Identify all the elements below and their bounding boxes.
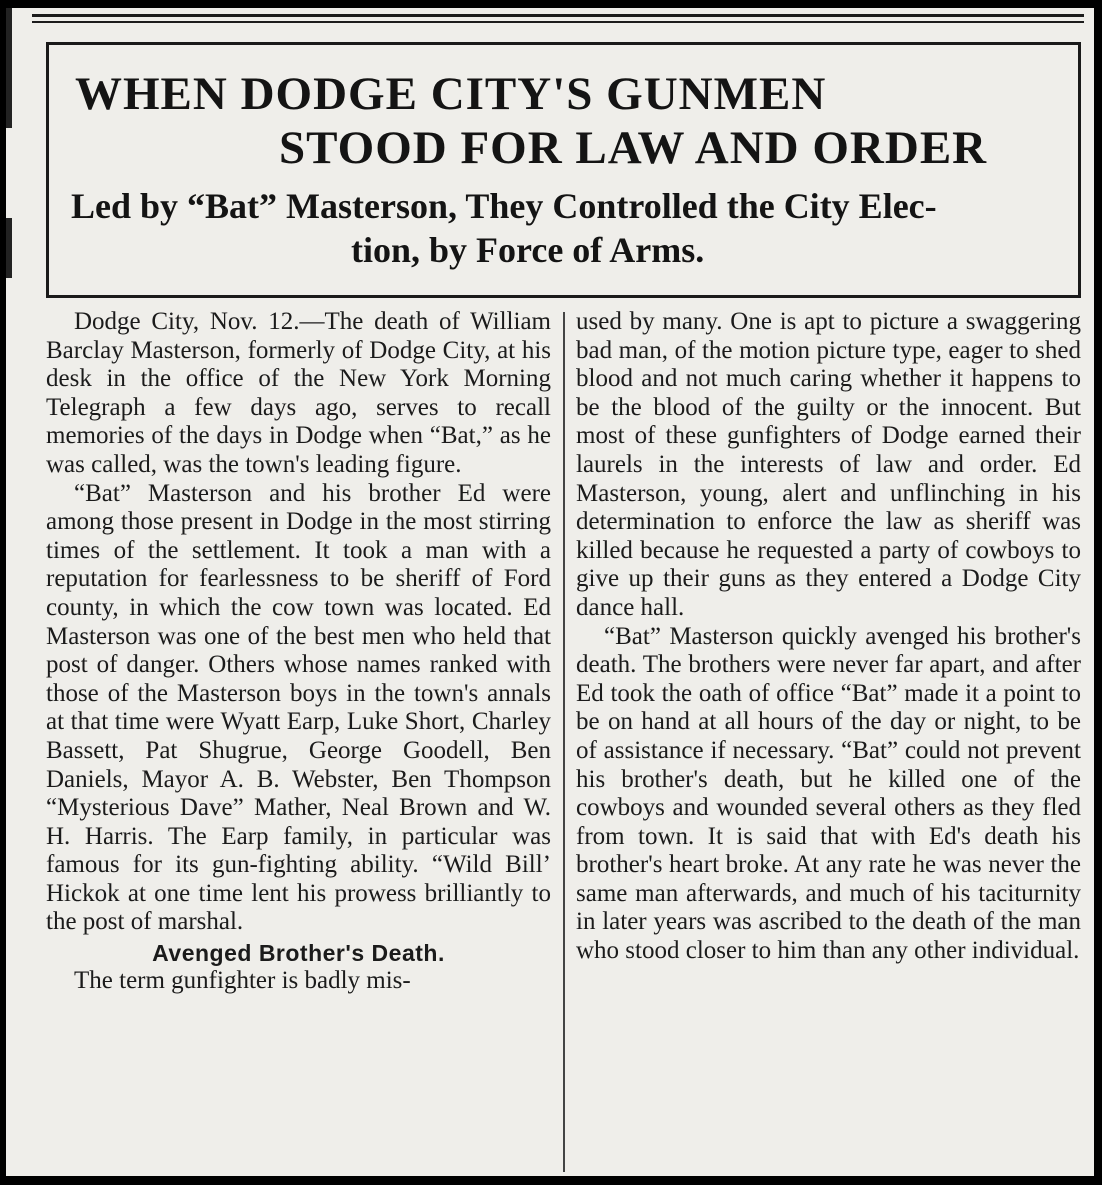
top-rule [32,14,1084,17]
headline-line-2: STOOD FOR LAW AND ORDER [279,122,988,174]
article-paragraph: The term gunfighter is badly mis- [74,967,411,995]
headline-box [46,42,1081,298]
column-divider [563,312,565,1172]
article-column-left [46,308,551,996]
article-paragraph: “Bat” Masterson and his brother Ed were among those present in Dodge in the most stirring times of the settlement. It took a man with a reputation for fearlessness to be sheriff of Ford county, in which the cow town was located. Ed Masterson was one of the best men who held that post of danger. Others whose names ranked with those of the Masterson boys in the town's annals at that time were Wyatt Earp, Luke Short, Charley Bassett, Pat Shugrue, George Goodell, Ben Daniels, Mayor A. B. Webster, Ben Thompson “Mysterious Dave” Mather, Neal Brown and W. H. Harris. The Earp family, in particular was famous for its gun-fighting ability. “Wild Bill’ Hickok at one time lent his prowess brilliantly to the post of marshal. [46,479,551,936]
section-subhead: Avenged Brother's Death. [152,940,445,967]
deck-line-2: tion, by Force of Arms. [351,230,705,270]
newspaper-clipping [6,8,1094,1176]
adjacent-column-edge [6,218,12,278]
article-paragraph: Dodge City, Nov. 12.—The death of William Barclay Masterson, formerly of Dodge City, at his desk in the office of the New York Morning Telegraph a few days ago, serves to recall memories of the days in Dodge when “Bat,” as he was called, was the town's leading figure. [46,308,551,478]
article-paragraph-continued: used by many. One is apt to picture a swaggering bad man, of the motion picture type, eager to shed blood and not much caring whether it happens to be the blood of the guilty or the innocent. But most of these gunfighters of Dodge earned their laurels in the interests of law and order. Ed Masterson, young, alert and unflinching in his determination to enforce the law as sheriff was killed because he requested a party of cowboys to give up their guns as they entered a Dodge City dance hall. [576,308,1081,621]
article-paragraph: “Bat” Masterson quickly avenged his brother's death. The brothers were never far apart, and after Ed took the oath of office “Bat” made it a point to be on hand at all hours of the day or night, to be of assistance if necessary. “Bat” could not prevent his brother's death, but he killed one of the cowboys and wounded several others as they fled from town. It is said that with Ed's death his brother's heart broke. At any rate he was never the same man afterwards, and much of his taciturnity in later years was ascribed to the death of the man who stood closer to him than any other individual. [576,622,1081,965]
top-rule [32,21,1084,23]
deck-line-1: Led by “Bat” Masterson, They Controlled the City Elec- [71,186,937,226]
headline-line-1: WHEN DODGE CITY'S GUNMEN [75,68,827,120]
article-column-right [576,308,1081,966]
adjacent-column-edge [6,8,12,128]
